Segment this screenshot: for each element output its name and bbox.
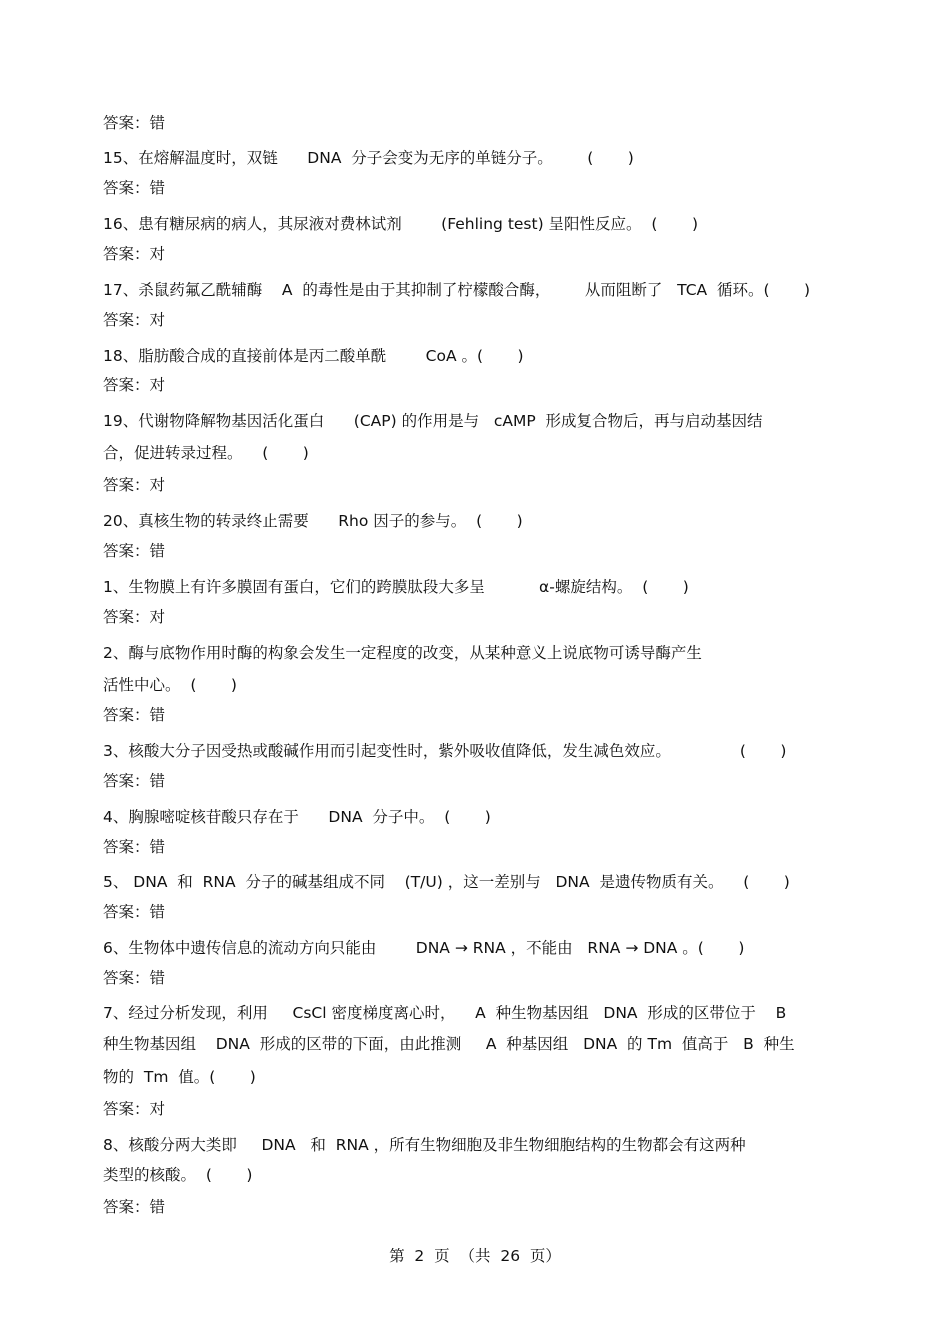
question-3: 3、核酸大分子因受热或酸碱作用而引起变性时，紫外吸收值降低，发生减色效应。 ( ): [103, 742, 787, 760]
answer-line: 答案：对: [103, 608, 166, 626]
answer-line: 答案：错: [103, 903, 166, 921]
answer-line: 答案：对: [103, 476, 166, 494]
question-4: 4、胸腺嘧啶核苷酸只存在于 DNA 分子中。 ( ): [103, 808, 491, 826]
question-6: 6、生物体中遗传信息的流动方向只能由 DNA → RNA ，不能由 RNA → DNA 。( ): [103, 939, 745, 957]
question-19: 19、代谢物降解物基因活化蛋白 (CAP) 的作用是与 cAMP 形成复合物后，再与启动基因结: [103, 412, 763, 430]
question-7: 7、经过分析发现，利用 CsCl 密度梯度离心时， A 种生物基因组 DNA 形成的区带位于 B: [103, 1004, 787, 1022]
answer-line: 答案：错: [103, 179, 166, 197]
page-footer: 第 2 页 （共 26 页）: [389, 1247, 561, 1265]
question-18: 18、脂肪酸合成的直接前体是丙二酸单酰 CoA 。( ): [103, 347, 524, 365]
question-17: 17、杀鼠药氟乙酰辅酶 A 的毒性是由于其抑制了柠檬酸合酶， 从而阻断了 TCA 循环。( ): [103, 281, 811, 299]
answer-line: 答案：对: [103, 311, 166, 329]
question-5: 5、 DNA 和 RNA 分子的碱基组成不同 (T/U) ，这一差别与 DNA 是遗传物质有关。 ( ): [103, 873, 790, 891]
answer-line: 答案：错: [103, 114, 166, 132]
question-8: 8、核酸分两大类即 DNA 和 RNA ，所有生物细胞及非生物细胞结构的生物都会有这两种: [103, 1136, 746, 1154]
answer-line: 答案：错: [103, 542, 166, 560]
answer-line: 答案：错: [103, 838, 166, 856]
question-16: 16、患有糖尿病的病人，其尿液对费林试剂 (Fehling test) 呈阳性反应。 ( ): [103, 215, 698, 233]
answer-line: 答案：对: [103, 376, 166, 394]
question-19-cont: 合，促进转录过程。 ( ): [103, 444, 309, 462]
answer-line: 答案：错: [103, 969, 166, 987]
answer-line: 答案：对: [103, 1100, 166, 1118]
answer-line: 答案：对: [103, 245, 166, 263]
question-2-cont: 活性中心。 ( ): [103, 676, 237, 694]
question-7-cont: 种生物基因组 DNA 形成的区带的下面，由此推测 A 种基因组 DNA 的 Tm 值高于 B 种生: [103, 1035, 795, 1053]
question-15: 15、在熔解温度时，双链 DNA 分子会变为无序的单链分子。 ( ): [103, 149, 634, 167]
answer-line: 答案：错: [103, 772, 166, 790]
question-1: 1、生物膜上有许多膜固有蛋白，它们的跨膜肽段大多呈 α-螺旋结构。 ( ): [103, 578, 689, 596]
question-8-cont: 类型的核酸。 ( ): [103, 1166, 253, 1184]
question-7-cont-2: 物的 Tm 值。( ): [103, 1068, 256, 1086]
answer-line: 答案：错: [103, 706, 166, 724]
question-20: 20、真核生物的转录终止需要 Rho 因子的参与。 ( ): [103, 512, 523, 530]
answer-line: 答案：错: [103, 1198, 166, 1216]
question-2: 2、酶与底物作用时酶的构象会发生一定程度的改变，从某种意义上说底物可诱导酶产生: [103, 644, 702, 662]
